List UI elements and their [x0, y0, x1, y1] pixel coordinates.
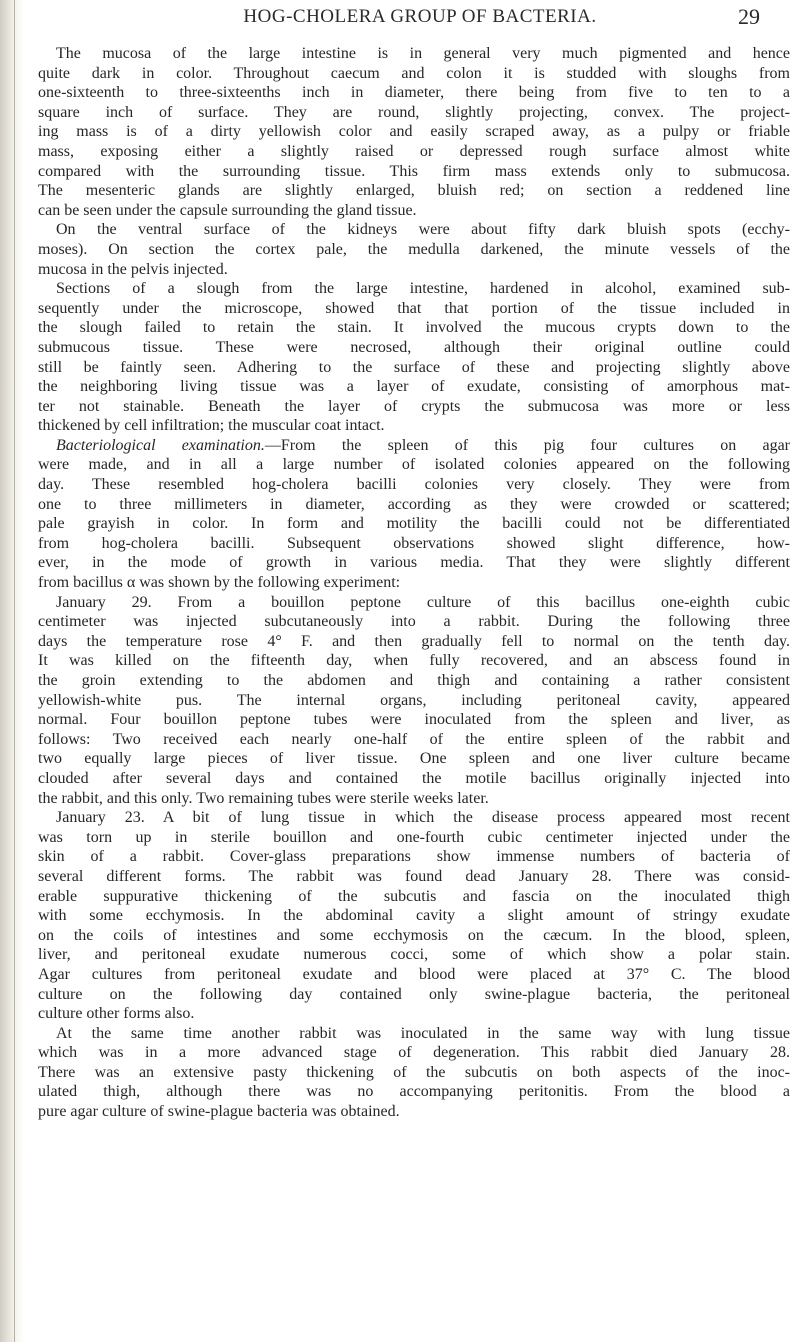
text-line: erable suppurative thickening of the subcutis and fascia on the inoculated thigh: [38, 887, 790, 905]
text-line: the slough failed to retain the stain. It involved the mucous crypts down to the: [38, 319, 790, 337]
text-line: Sections of a slough from the large intestine, hardened in alcohol, examined sub-: [56, 280, 790, 298]
text-line: mass, exposing either a slightly raised or depressed rough surface almost white: [38, 142, 790, 160]
text-line: which was in a more advanced stage of degeneration. This rabbit died January 28.: [38, 1044, 790, 1062]
text-line: quite dark in color. Throughout caecum and colon it is studded with sloughs from: [38, 64, 790, 82]
text-line: still be faintly seen. Adhering to the surface of these and projecting slightly above: [38, 358, 790, 376]
text-line: ing mass is of a dirty yellowish color and easily scraped away, as a pulpy or friable: [38, 123, 790, 141]
text-line: two equally large pieces of liver tissue. One spleen and one liver culture became: [38, 750, 790, 768]
text-line: January 29. From a bouillon peptone culture of this bacillus one-eighth cubic: [56, 593, 790, 611]
text-line: day. These resembled hog-cholera bacilli colonies very closely. They were from: [38, 476, 790, 494]
text-line: The mesenteric glands are slightly enlarged, bluish red; on section a reddened line: [38, 182, 790, 200]
text-line: The mucosa of the large intestine is in general very much pigmented and hence: [56, 45, 790, 62]
running-title: HOG-CHOLERA GROUP OF BACTERIA.: [243, 6, 597, 27]
text-line: clouded after several days and contained the motile bacillus originally injected into: [38, 769, 790, 787]
page-number: 29: [738, 4, 760, 29]
text-line: Agar cultures from peritoneal exudate and blood were placed at 37° C. The blood: [38, 965, 790, 983]
text-line: square inch of surface. They are round, slightly projecting, convex. The project-: [38, 103, 790, 121]
text-line: Bacteriological examination.—From the spleen of this pig four cultures on agar: [56, 436, 791, 454]
text-line: normal. Four bouillon peptone tubes were inoculated from the spleen and liver, as: [38, 711, 790, 729]
text-line: days the temperature rose 4° F. and then gradually fell to normal on the tenth day.: [38, 632, 790, 650]
text-line: from bacillus α was shown by the following experiment:: [38, 574, 401, 592]
text-line: ever, in the mode of growth in various media. That they were slightly different: [38, 554, 790, 572]
text-line: pale grayish in color. In form and motility the bacilli could not be differentiated: [38, 515, 790, 533]
text-line: moses). On section the cortex pale, the medulla darkened, the minute vessels of the: [38, 240, 790, 258]
text-line: with some ecchymosis. In the abdominal cavity a slight amount of stringy exudate: [38, 907, 790, 925]
text-line: were made, and in all a large number of isolated colonies appeared on the following: [38, 456, 790, 474]
text-line: was torn up in sterile bouillon and one-fourth cubic centimeter injected under the: [38, 828, 790, 846]
text-line: ulated thigh, although there was no accompanying peritonitis. From the blood a: [38, 1083, 790, 1101]
text-line: one-sixteenth to three-sixteenths inch in diameter, there being from five to ten to a: [38, 84, 790, 102]
text-line: several different forms. The rabbit was found dead January 28. There was consid-: [38, 867, 790, 885]
text-line: can be seen under the capsule surrounding the gland tissue.: [38, 201, 417, 219]
text-line: one to three millimeters in diameter, according as they were crowded or scattered;: [38, 495, 790, 513]
text-line: skin of a rabbit. Cover-glass preparations show immense numbers of bacteria of: [38, 848, 790, 866]
text-line: ter not stainable. Beneath the layer of crypts the submucosa was more or less: [38, 397, 790, 415]
text-line: the rabbit, and this only. Two remaining tubes were sterile weeks later.: [38, 789, 489, 807]
body-text: [38, 44, 790, 1122]
text-line: on the coils of intestines and some ecchymosis on the cæcum. In the blood, spleen,: [38, 926, 790, 944]
text-line: culture other forms also.: [38, 1005, 195, 1023]
text-line: pure agar culture of swine-plague bacteria was obtained.: [38, 1103, 400, 1121]
text-line: liver, and peritoneal exudate numerous cocci, some of which show a polar stain.: [38, 946, 790, 964]
text-line: mucosa in the pelvis injected.: [38, 260, 228, 278]
text-line: sequently under the microscope, showed that that portion of the tissue included in: [38, 299, 790, 317]
page-gutter-line: [14, 0, 15, 1342]
text-line: the groin extending to the abdomen and thigh and containing a rather consistent: [38, 672, 790, 689]
text-line: At the same time another rabbit was inoculated in the same way with lung tissue: [56, 1024, 790, 1042]
section-run-in-heading: Bacteriological examination.: [56, 436, 265, 454]
text-line: follows: Two received each nearly one-half of the entire spleen of the rabbit and: [38, 730, 790, 748]
running-head: [40, 4, 800, 38]
text-line: thickened by cell infiltration; the muscular coat intact.: [38, 417, 385, 435]
text-line: yellowish-white pus. The internal organs, including peritoneal cavity, appeared: [38, 691, 790, 709]
text-line: January 23. A bit of lung tissue in which the disease process appeared most recent: [56, 809, 790, 827]
page-binding-edge: [0, 0, 24, 1342]
text-line: On the ventral surface of the kidneys were about fifty dark bluish spots (ecchy-: [56, 221, 790, 239]
text-line: submucous tissue. These were necrosed, although their original outline could: [38, 338, 790, 356]
text-line: the neighboring living tissue was a layer of exudate, consisting of amorphous mat-: [38, 378, 790, 396]
text-line: centimeter was injected subcutaneously into a rabbit. During the following three: [38, 613, 790, 631]
text-line: compared with the surrounding tissue. This firm mass extends only to submucosa.: [38, 162, 790, 180]
text-line: It was killed on the fifteenth day, when fully recovered, and an abscess found in: [38, 652, 790, 670]
text-line: culture on the following day contained only swine-plague bacteria, the peritoneal: [38, 985, 790, 1003]
text-line: from hog-cholera bacilli. Subsequent observations showed slight difference, how-: [38, 534, 790, 552]
text-line: There was an extensive pasty thickening of the subcutis on both aspects of the inoc-: [38, 1063, 790, 1081]
